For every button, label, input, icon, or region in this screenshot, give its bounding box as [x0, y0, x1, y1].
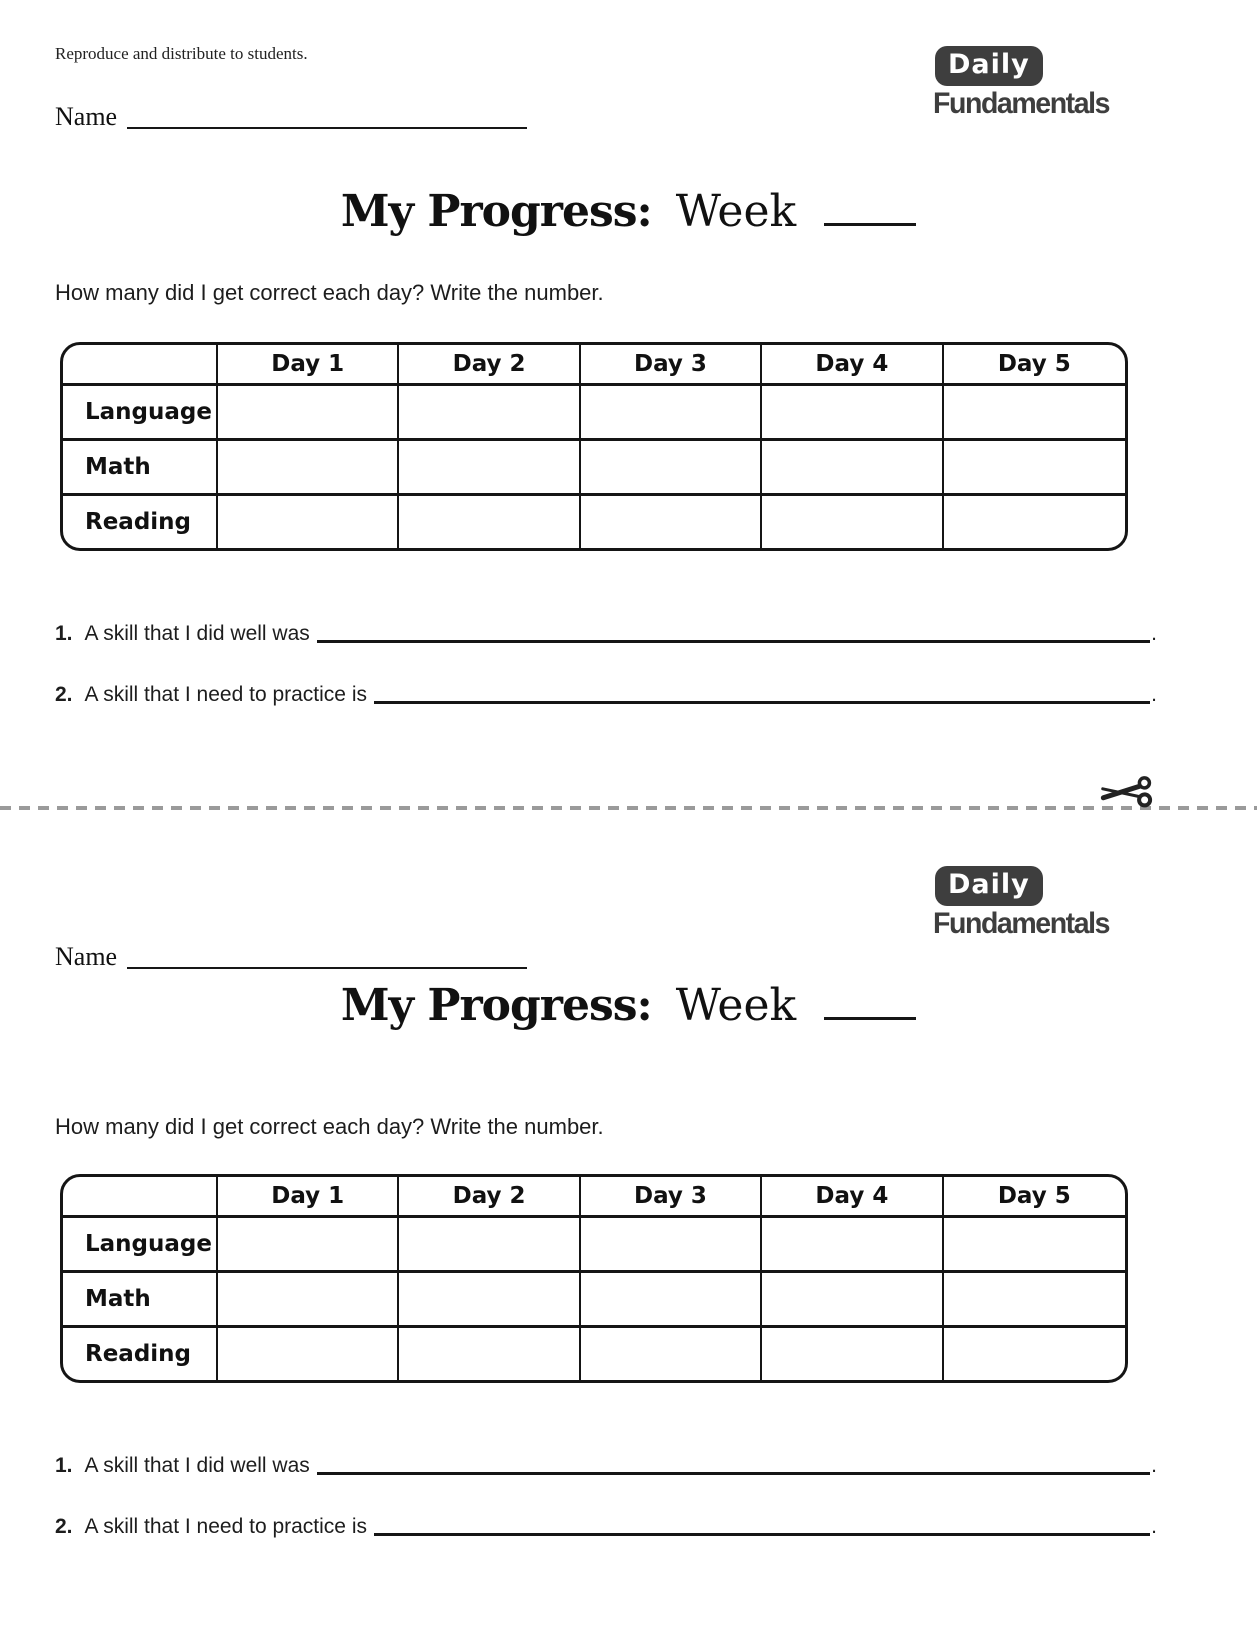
daily-badge: Daily: [935, 46, 1043, 86]
question-1: [55, 1454, 1157, 1477]
column-header-day3: Day 3: [581, 1177, 762, 1218]
worksheet-copy-bottom: [0, 812, 1257, 1632]
score-cell[interactable]: [581, 441, 762, 496]
question-number: 2.: [55, 683, 73, 706]
column-header-day1: Day 1: [218, 1177, 399, 1218]
row-label-math: Math: [63, 441, 218, 496]
score-cell[interactable]: [762, 1273, 943, 1328]
score-cell[interactable]: [399, 441, 580, 496]
answer-blank[interactable]: [317, 640, 1150, 643]
score-cell[interactable]: [944, 496, 1125, 548]
page-title: [0, 980, 1257, 1031]
score-cell[interactable]: [399, 1218, 580, 1273]
score-cell[interactable]: [581, 1328, 762, 1380]
name-label: Name: [55, 942, 118, 971]
daily-fundamentals-logo: [933, 46, 1133, 121]
score-cell[interactable]: [581, 386, 762, 441]
column-header-day5: Day 5: [944, 1177, 1125, 1218]
score-cell[interactable]: [399, 386, 580, 441]
name-label: Name: [55, 102, 118, 131]
score-cell[interactable]: [762, 1328, 943, 1380]
question-text: A skill that I need to practice is: [84, 1515, 367, 1538]
score-cell[interactable]: [944, 1273, 1125, 1328]
score-cell[interactable]: [399, 1273, 580, 1328]
name-row: [55, 102, 527, 132]
column-header-day2: Day 2: [399, 1177, 580, 1218]
question-number: 1.: [55, 622, 73, 645]
title-regular: Week: [675, 186, 797, 237]
score-cell[interactable]: [218, 1218, 399, 1273]
question-1: [55, 622, 1157, 645]
cut-line: [0, 806, 1257, 810]
daily-fundamentals-logo: [933, 866, 1133, 941]
answer-blank[interactable]: [374, 1533, 1150, 1536]
row-label-language: Language: [63, 1218, 218, 1273]
title-bold: My Progress:: [340, 186, 652, 237]
answer-blank[interactable]: [374, 701, 1150, 704]
score-cell[interactable]: [944, 441, 1125, 496]
score-cell[interactable]: [218, 496, 399, 548]
score-cell[interactable]: [399, 496, 580, 548]
column-header-day4: Day 4: [762, 1177, 943, 1218]
question-suffix: .: [1151, 1515, 1157, 1538]
scissors-icon: [1099, 773, 1159, 811]
score-cell[interactable]: [218, 441, 399, 496]
column-header-day3: Day 3: [581, 345, 762, 386]
week-blank[interactable]: [824, 1017, 916, 1020]
question-text: A skill that I did well was: [84, 622, 310, 645]
score-cell[interactable]: [944, 1218, 1125, 1273]
row-label-math: Math: [63, 1273, 218, 1328]
title-bold: My Progress:: [340, 980, 652, 1031]
name-blank[interactable]: [127, 127, 527, 129]
fundamentals-wordmark: Fundamentals: [933, 907, 1110, 940]
row-label-reading: Reading: [63, 1328, 218, 1380]
table-corner-cell: [63, 345, 218, 386]
page-title: [0, 186, 1257, 237]
worksheet-copy-top: [0, 0, 1257, 812]
score-cell[interactable]: [581, 1218, 762, 1273]
question-number: 1.: [55, 1454, 73, 1477]
score-cell[interactable]: [762, 496, 943, 548]
score-cell[interactable]: [762, 1218, 943, 1273]
question-suffix: .: [1151, 1454, 1157, 1477]
score-cell[interactable]: [218, 1328, 399, 1380]
week-blank[interactable]: [824, 223, 916, 226]
question-2: [55, 1515, 1157, 1538]
fundamentals-wordmark: Fundamentals: [933, 87, 1110, 120]
row-label-reading: Reading: [63, 496, 218, 548]
question-suffix: .: [1151, 622, 1157, 645]
table-corner-cell: [63, 1177, 218, 1218]
score-cell[interactable]: [944, 386, 1125, 441]
name-row: [55, 942, 527, 972]
answer-blank[interactable]: [317, 1472, 1150, 1475]
score-cell[interactable]: [762, 386, 943, 441]
instruction-text: How many did I get correct each day? Write the number.: [55, 280, 604, 305]
column-header-day2: Day 2: [399, 345, 580, 386]
question-text: A skill that I did well was: [84, 1454, 310, 1477]
score-cell[interactable]: [218, 1273, 399, 1328]
score-cell[interactable]: [762, 441, 943, 496]
score-cell[interactable]: [399, 1328, 580, 1380]
daily-badge: Daily: [935, 866, 1043, 906]
repro-note: Reproduce and distribute to students.: [55, 44, 308, 63]
progress-table: [60, 1174, 1128, 1383]
score-cell[interactable]: [581, 496, 762, 548]
title-regular: Week: [675, 980, 797, 1031]
name-blank[interactable]: [127, 967, 527, 969]
progress-table: [60, 342, 1128, 551]
question-number: 2.: [55, 1515, 73, 1538]
instruction-text: How many did I get correct each day? Write the number.: [55, 1114, 604, 1139]
question-2: [55, 683, 1157, 706]
column-header-day5: Day 5: [944, 345, 1125, 386]
score-cell[interactable]: [581, 1273, 762, 1328]
row-label-language: Language: [63, 386, 218, 441]
score-cell[interactable]: [944, 1328, 1125, 1380]
column-header-day1: Day 1: [218, 345, 399, 386]
column-header-day4: Day 4: [762, 345, 943, 386]
question-text: A skill that I need to practice is: [84, 683, 367, 706]
question-suffix: .: [1151, 683, 1157, 706]
score-cell[interactable]: [218, 386, 399, 441]
